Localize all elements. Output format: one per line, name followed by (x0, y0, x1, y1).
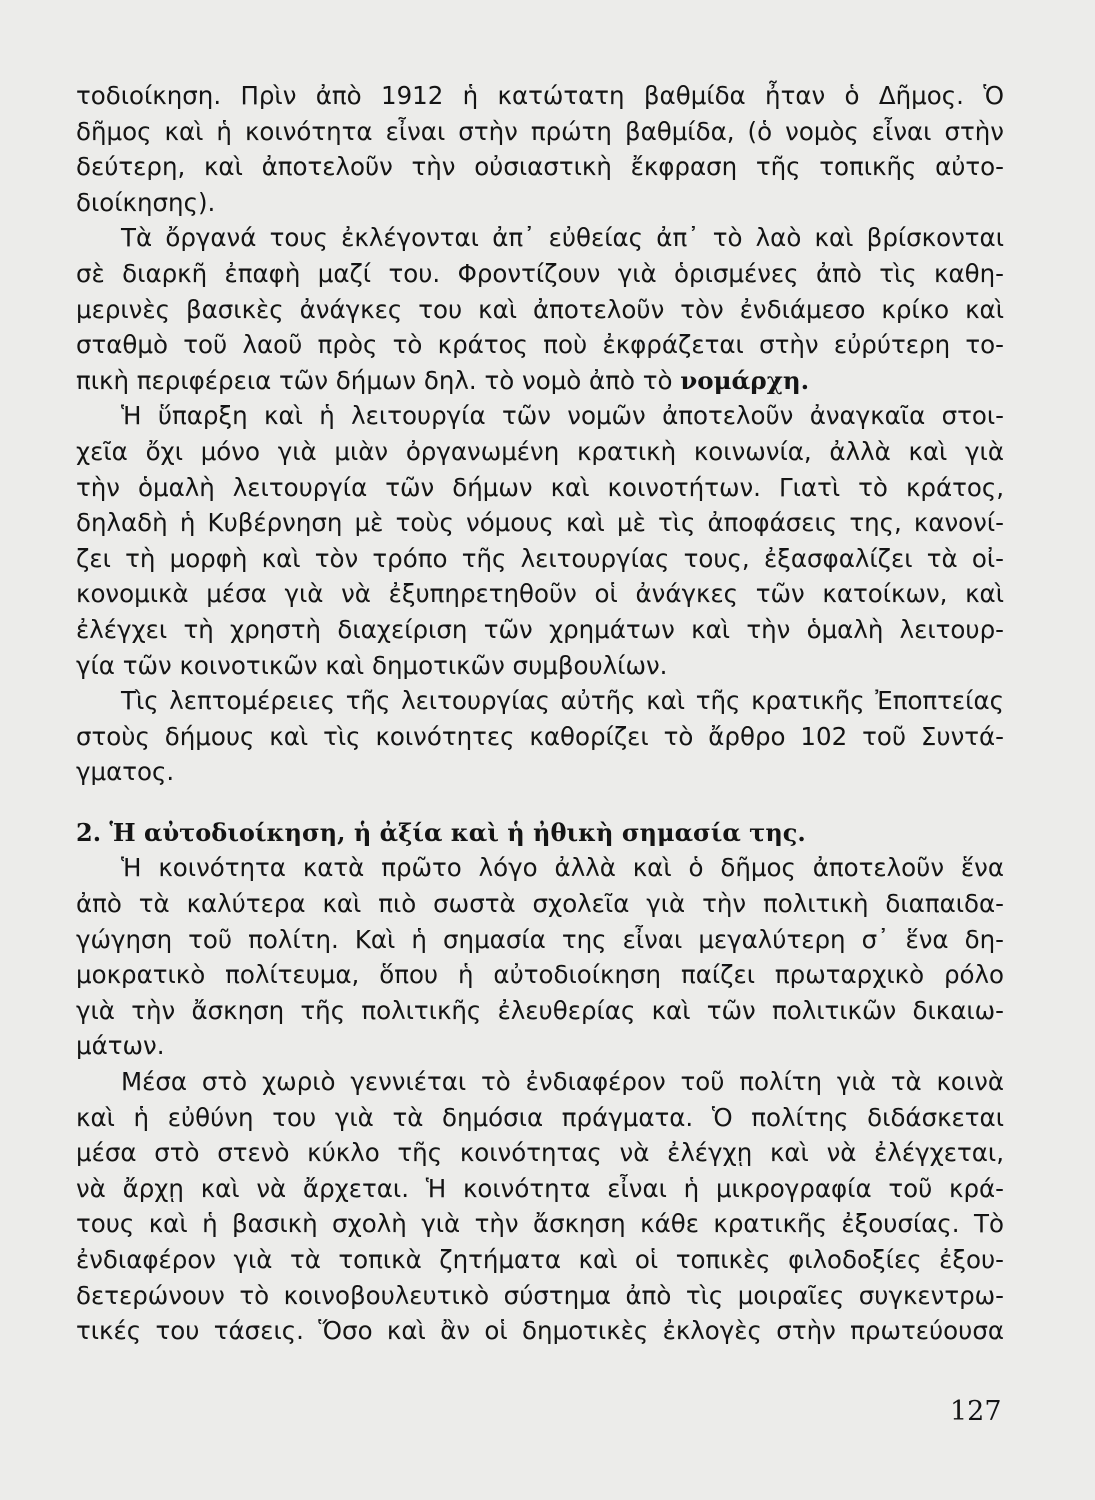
text-line (76, 363, 1004, 399)
text-line: μοκρατικὸ πολίτευμα, ὅπου ἡ αὐτοδιοίκηση παίζει πρωταρχικὸ ρόλο (76, 960, 1004, 990)
paragraph-3 (76, 398, 1004, 683)
section-gap (76, 790, 1004, 815)
text-line: Ἡ ὕπαρξη καὶ ἡ λειτουργία τῶν νομῶν ἀποτελοῦν ἀναγκαῖα στοι- (121, 401, 1004, 431)
text-line: μερινὲς βασικὲς ἀνάγκες του καὶ ἀποτελοῦν τὸν ἐνδιάμεσο κρίκο καὶ (76, 294, 1004, 324)
bold-term: νομάρχη. (680, 365, 810, 395)
text-line: δηλαδὴ ἡ Κυβέρνηση μὲ τοὺς νόμους καὶ μὲ τὶς ἀποφάσεις της, κανονί- (76, 508, 1004, 538)
page-body (76, 78, 1004, 1349)
text-line: γιὰ τὴν ἄσκηση τῆς πολιτικῆς ἐλευθερίας καὶ τῶν πολιτικῶν δικαιω- (76, 995, 1004, 1025)
paragraph-4 (76, 683, 1004, 790)
text-line: τοδιοίκηση. Πρὶν ἀπὸ 1912 ἡ κατώτατη βαθμίδα ἦταν ὁ Δῆμος. Ὁ (76, 81, 1004, 110)
text-line: δεύτερη, καὶ ἀποτελοῦν τὴν οὐσιαστικὴ ἔκφραση τῆς τοπικῆς αὐτο- (76, 152, 1004, 182)
text-line: κονομικὰ μέσα γιὰ νὰ ἐξυπηρετηθοῦν οἱ ἀνάγκες τῶν κατοίκων, καὶ (76, 579, 1004, 609)
text-line: ἐνδιαφέρον γιὰ τὰ τοπικὰ ζητήματα καὶ οἱ τοπικὲς φιλοδοξίες ἐξου- (76, 1245, 1004, 1274)
text-line: στοὺς δήμους καὶ τὶς κοινότητες καθορίζει τὸ ἄρθρο 102 τοῦ Συντά- (76, 721, 1004, 751)
text-line: σταθμὸ τοῦ λαοῦ πρὸς τὸ κράτος ποὺ ἐκφράζεται στὴν εὐρύτερη το- (76, 330, 1004, 360)
text-line: δῆμος καὶ ἡ κοινότητα εἶναι στὴν πρώτη βαθμίδα, (ὁ νομὸς εἶναι στὴν (76, 116, 1004, 146)
text-line: δετερώνουν τὸ κοινοβουλευτικὸ σύστημα ἀπὸ τὶς μοιραῖες συγκεντρω- (76, 1280, 1004, 1310)
text-line: καὶ ἡ εὐθύνη του γιὰ τὰ δημόσια πράγματα. Ὁ πολίτης διδάσκεται (76, 1102, 1004, 1132)
text-line: γία τῶν κοινοτικῶν καὶ δημοτικῶν συμβουλίων. (76, 650, 668, 680)
text-line: Τὰ ὄργανά τους ἐκλέγονται ἀπ᾿ εὐθείας ἀπ᾿ τὸ λαὸ καὶ βρίσκονται (121, 223, 1004, 253)
text-line: γματος. (76, 757, 175, 787)
text-line: ἀπὸ τὰ καλύτερα καὶ πιὸ σωστὰ σχολεῖα γιὰ τὴν πολιτικὴ διαπαιδα- (76, 889, 1004, 919)
text-line: σὲ διαρκῆ ἐπαφὴ μαζί του. Φροντίζουν γιὰ ὁρισμένες ἀπὸ τὶς καθη- (76, 258, 1004, 288)
text-line: μάτων. (76, 1031, 165, 1061)
paragraph-1 (76, 78, 1004, 220)
text-line: Μέσα στὸ χωριὸ γεννιέται τὸ ἐνδιαφέρον τοῦ πολίτη γιὰ τὰ κοινὰ (121, 1067, 1004, 1097)
text-line: ἐλέγχει τὴ χρηστὴ διαχείριση τῶν χρημάτων καὶ τὴν ὁμαλὴ λειτουρ- (76, 614, 1004, 644)
paragraph-2 (76, 220, 1004, 398)
text-line: μέσα στὸ στενὸ κύκλο τῆς κοινότητας νὰ ἐλέγχῃ καὶ νὰ ἐλέγχεται, (76, 1138, 1004, 1168)
page-number: 127 (950, 1396, 1002, 1427)
text-line: τὴν ὁμαλὴ λειτουργία τῶν δήμων καὶ κοινοτήτων. Γιατὶ τὸ κράτος, (76, 472, 1004, 502)
text-line: χεῖα ὄχι μόνο γιὰ μιὰν ὀργανωμένη κρατικὴ κοινωνία, ἀλλὰ καὶ γιὰ (76, 436, 1004, 466)
text-line: διοίκησης). (76, 187, 216, 217)
paragraph-6 (76, 1064, 1004, 1349)
text-line: νὰ ἄρχῃ καὶ νὰ ἄρχεται. Ἡ κοινότητα εἶναι ἡ μικρογραφία τοῦ κρά- (76, 1173, 1004, 1203)
paragraph-5 (76, 850, 1004, 1064)
text-line: γώγηση τοῦ πολίτη. Καὶ ἡ σημασία της εἶναι μεγαλύτερη σ᾿ ἕνα δη- (76, 924, 1004, 954)
text-fragment: πικὴ περιφέρεια τῶν δήμων δηλ. τὸ νομὸ ἀπὸ τὸ (76, 365, 673, 395)
section-heading: 2. Ἡ αὐτοδιοίκηση, ἡ ἀξία καὶ ἡ ἠθικὴ σημασία της. (76, 817, 806, 847)
text-line: ζει τὴ μορφὴ καὶ τὸν τρόπο τῆς λειτουργίας τους, ἐξασφαλίζει τὰ οἰ- (76, 543, 1004, 573)
text-line: τους καὶ ἡ βασικὴ σχολὴ γιὰ τὴν ἄσκηση κάθε κρατικῆς ἐξουσίας. Τὸ (76, 1209, 1004, 1239)
text-line: Τὶς λεπτομέρειες τῆς λειτουργίας αὐτῆς καὶ τῆς κρατικῆς Ἐποπτείας (121, 686, 1004, 716)
text-line: τικές του τάσεις. Ὅσο καὶ ἂν οἱ δημοτικὲς ἐκλογὲς στὴν πρωτεύουσα (76, 1316, 1004, 1346)
text-line: Ἡ κοινότητα κατὰ πρῶτο λόγο ἀλλὰ καὶ ὁ δῆμος ἀποτελοῦν ἕνα (121, 853, 1004, 883)
